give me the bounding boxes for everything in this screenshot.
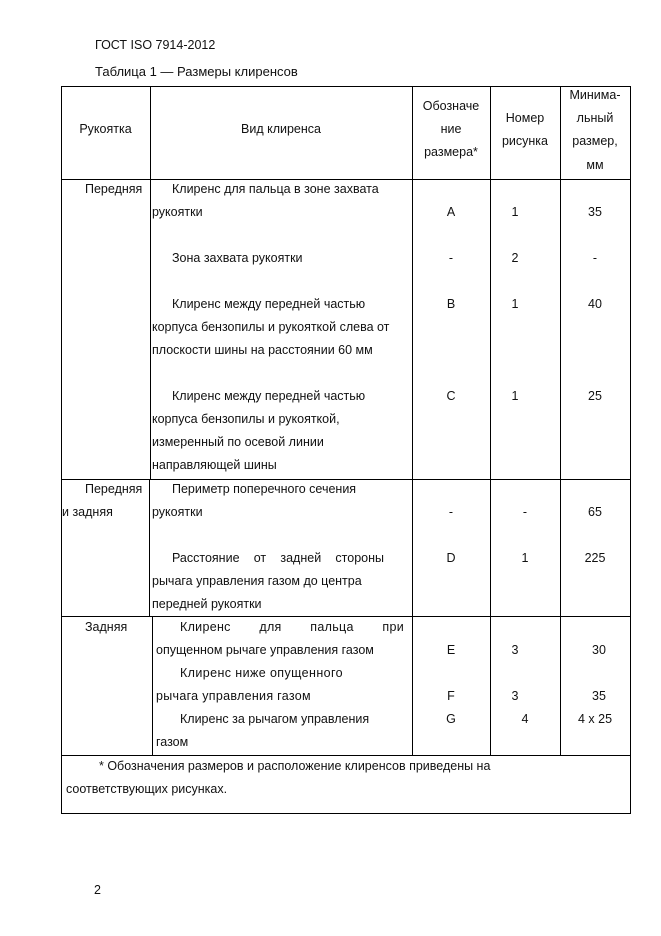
handle-rear: Задняя — [85, 620, 128, 634]
handle-front: Передняя — [85, 182, 143, 196]
column-header-handle: Рукоятка — [79, 122, 132, 136]
page-number: 2 — [94, 883, 101, 897]
table-caption: Таблица 1 — Размеры клиренсов — [95, 64, 298, 79]
standard-designation: ГОСТ ISO 7914-2012 — [95, 38, 216, 52]
column-header-clearance-type: Вид клиренса — [241, 122, 321, 136]
